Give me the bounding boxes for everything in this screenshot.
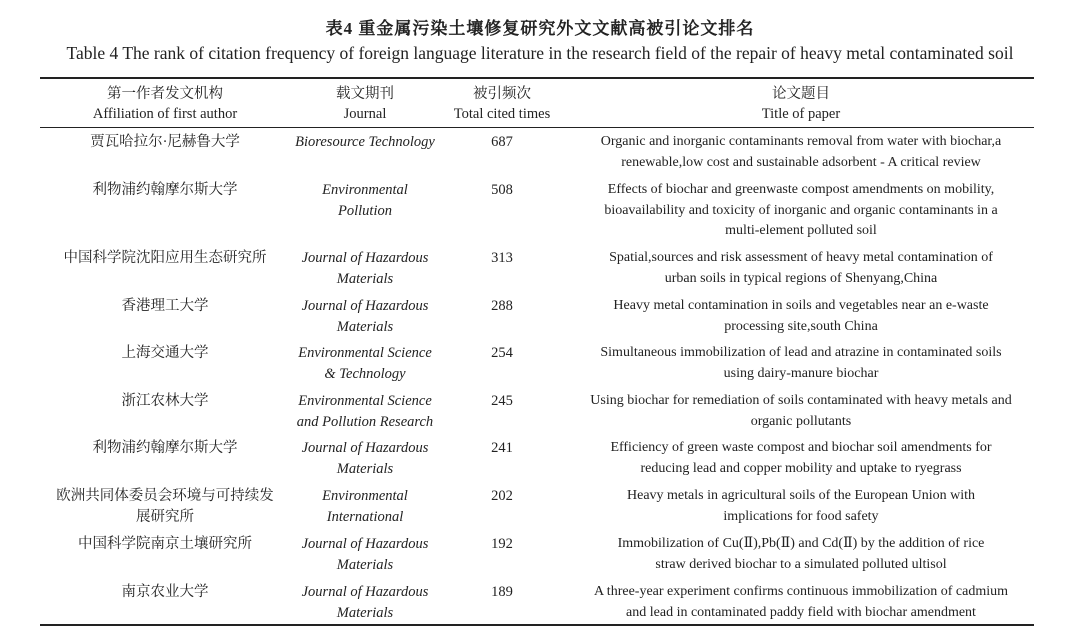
paper-title-cell-line: Heavy metal contamination in soils and vegetables near an e-waste [613, 298, 989, 313]
affiliation-cell [40, 343, 290, 364]
affiliation-cell-line: 利物浦约翰摩尔斯大学 [92, 440, 238, 456]
journal-cell-line: Materials [336, 460, 394, 477]
journal-cell-line: Materials [336, 556, 394, 573]
journal-cell-line: Materials [336, 604, 394, 621]
journal-cell-line: and Pollution Research [296, 413, 434, 430]
affiliation-cell [40, 534, 290, 555]
journal-cell [285, 248, 445, 289]
paper-title-cell [556, 486, 1046, 527]
paper-title-cell-line: implications for food safety [723, 508, 879, 524]
journal-cell-line: Journal of Hazardous [301, 440, 429, 456]
paper-title-cell-line: bioavailability and toxicity of inorganic and organic contaminants in a [604, 202, 998, 218]
cited-cell [442, 582, 562, 603]
table-row [0, 343, 1080, 389]
header-paper-title [556, 84, 1046, 124]
table-row [0, 391, 1080, 437]
paper-title-cell-line: organic pollutants [750, 413, 852, 429]
cited-cell [442, 296, 562, 317]
header-journal-cn: 载文期刊 [336, 86, 394, 102]
journal-cell [285, 343, 445, 384]
cited-cell-line: 687 [491, 134, 513, 150]
paper-title-cell-line: multi-element polluted soil [725, 223, 877, 238]
paper-title-cell-line: urban soils in typical regions of Shenyang,China [664, 270, 938, 286]
header-cited [442, 84, 562, 124]
journal-cell [285, 438, 445, 479]
cited-cell [442, 486, 562, 507]
header-affiliation [40, 84, 290, 124]
journal-cell-line: Journal of Hazardous [301, 536, 429, 552]
cited-cell [442, 132, 562, 153]
cited-cell-line: 192 [491, 536, 513, 552]
affiliation-cell [40, 486, 290, 527]
journal-cell [285, 391, 445, 432]
paper-title-cell-line: Using biochar for remediation of soils contaminated with heavy metals and [590, 393, 1012, 408]
journal-cell-line: Environmental Science [298, 345, 432, 361]
journal-cell-line: Journal of Hazardous [301, 298, 429, 314]
affiliation-cell-line: 南京农业大学 [121, 584, 209, 600]
cited-cell-line: 254 [491, 345, 513, 361]
paper-title-cell-line: Organic and inorganic contaminants removal from water with biochar,a [600, 134, 1002, 149]
cited-cell [442, 534, 562, 555]
cited-cell [442, 248, 562, 269]
bottom-rule [40, 624, 1034, 626]
cited-cell-line: 508 [491, 182, 513, 198]
journal-cell-line: Materials [336, 270, 394, 287]
journal-cell [285, 486, 445, 527]
affiliation-cell-line: 贾瓦哈拉尔·尼赫鲁大学 [90, 134, 240, 150]
cited-cell-line: 245 [491, 393, 513, 409]
cited-cell [442, 438, 562, 459]
paper-title-cell-line: renewable,low cost and sustainable adsorbent - A critical review [621, 154, 981, 170]
header-journal-en: Journal [343, 106, 387, 122]
paper-title-cell [556, 248, 1046, 289]
journal-cell-line: Journal of Hazardous [301, 584, 429, 600]
paper-title-cell-line: and lead in contaminated paddy field with biochar amendment [626, 604, 976, 620]
cited-cell-line: 241 [491, 440, 513, 456]
table-row [0, 486, 1080, 532]
paper-title-cell [556, 534, 1046, 575]
paper-title-cell-line: Heavy metals in agricultural soils of the European Union with [627, 488, 975, 503]
paper-title-cell [556, 582, 1046, 623]
affiliation-cell-line: 香港理工大学 [121, 298, 209, 314]
header-affiliation-cn: 第一作者发文机构 [107, 86, 223, 102]
paper-title-cell-line: Efficiency of green waste compost and biochar soil amendments for [610, 440, 992, 455]
paper-title-cell-line: processing site,south China [724, 318, 878, 334]
affiliation-cell [40, 132, 290, 153]
cited-cell-line: 288 [491, 298, 513, 314]
affiliation-cell [40, 296, 290, 317]
affiliation-cell-line: 浙江农林大学 [121, 393, 209, 409]
table-row [0, 582, 1080, 628]
table-title-en: Table 4 The rank of citation frequency of foreign language literature in the research field of the repair of heavy metal contaminated soil [66, 43, 1014, 63]
cited-cell-line: 189 [491, 584, 513, 600]
cited-cell-line: 313 [491, 250, 513, 266]
table-row [0, 132, 1080, 178]
affiliation-cell-line: 上海交通大学 [121, 345, 209, 361]
cited-cell [442, 343, 562, 364]
journal-cell [285, 132, 445, 153]
paper-title-cell [556, 132, 1046, 173]
header-affiliation-en: Affiliation of first author [92, 106, 238, 122]
affiliation-cell [40, 438, 290, 459]
journal-cell-line: International [326, 508, 404, 525]
affiliation-cell-line: 中国科学院南京土壤研究所 [78, 536, 252, 552]
affiliation-cell [40, 248, 290, 269]
journal-cell-line: Environmental [322, 488, 408, 504]
paper-title-cell-line: reducing lead and copper mobility and uptake to ryegrass [640, 460, 962, 476]
paper-title-cell-line: Spatial,sources and risk assessment of heavy metal contamination of [609, 250, 993, 265]
paper-title-cell-line: Simultaneous immobilization of lead and atrazine in contaminated soils [600, 345, 1002, 360]
cited-cell [442, 391, 562, 412]
table-row [0, 534, 1080, 580]
journal-cell [285, 296, 445, 337]
table-row [0, 296, 1080, 342]
cited-cell-line: 202 [491, 488, 513, 504]
table-row [0, 180, 1080, 238]
affiliation-cell [40, 180, 290, 201]
journal-cell-line: Bioresource Technology [295, 134, 435, 150]
affiliation-cell-line: 欧洲共同体委员会环境与可持续发 [56, 488, 274, 504]
paper-title-cell-line: using dairy-manure biochar [723, 365, 879, 381]
table-title-cn: 表4 重金属污染土壤修复研究外文文献高被引论文排名 [325, 19, 755, 38]
paper-title-cell [556, 438, 1046, 479]
journal-cell-line: Journal of Hazardous [301, 250, 429, 266]
journal-cell [285, 180, 445, 221]
header-rule [40, 127, 1034, 128]
cited-cell [442, 180, 562, 201]
affiliation-cell-line: 中国科学院沈阳应用生态研究所 [63, 250, 267, 266]
affiliation-cell [40, 391, 290, 412]
paper-title-cell [556, 296, 1046, 337]
paper-title-cell [556, 180, 1046, 242]
header-paper-title-cn: 论文题目 [772, 86, 830, 102]
table-row [0, 438, 1080, 484]
journal-cell-line: Pollution [338, 202, 392, 219]
affiliation-cell-line: 展研究所 [136, 508, 194, 525]
journal-cell [285, 534, 445, 575]
paper-title-cell-line: Effects of biochar and greenwaste compost amendments on mobility, [607, 182, 995, 197]
affiliation-cell [40, 582, 290, 603]
paper-title-cell-line: A three-year experiment confirms continuous immobilization of cadmium [593, 584, 1009, 599]
header-journal [285, 84, 445, 124]
top-rule [40, 77, 1034, 79]
paper-title-cell [556, 343, 1046, 384]
journal-cell-line: Environmental Science [298, 393, 432, 409]
paper-title-cell-line: Immobilization of Cu(Ⅱ),Pb(Ⅱ) and Cd(Ⅱ) by the addition of rice [617, 536, 985, 551]
paper-title-cell-line: straw derived biochar to a simulated polluted ultisol [655, 556, 947, 572]
journal-cell-line: & Technology [324, 365, 406, 382]
header-paper-title-en: Title of paper [761, 106, 841, 122]
affiliation-cell-line: 利物浦约翰摩尔斯大学 [92, 182, 238, 198]
header-cited-cn: 被引频次 [473, 86, 531, 102]
journal-cell [285, 582, 445, 623]
header-cited-en: Total cited times [453, 106, 551, 122]
table-row [0, 248, 1080, 294]
journal-cell-line: Environmental [322, 182, 408, 198]
journal-cell-line: Materials [336, 318, 394, 335]
paper-title-cell [556, 391, 1046, 432]
